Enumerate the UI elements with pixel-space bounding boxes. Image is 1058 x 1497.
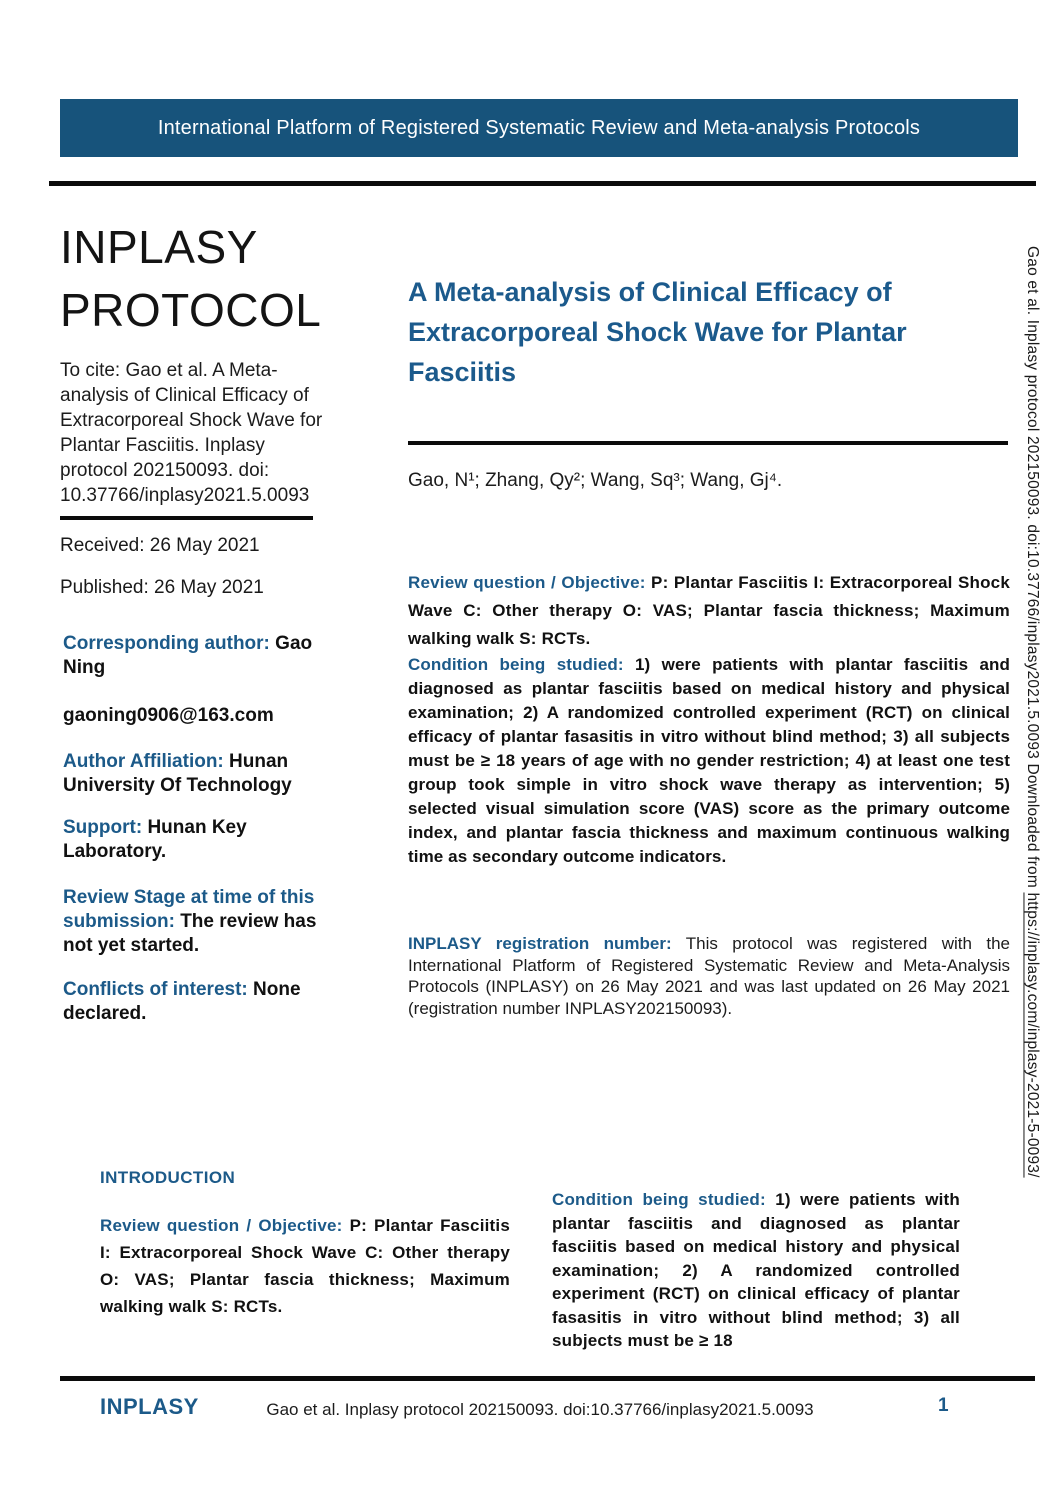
author-email-field	[60, 704, 336, 728]
review-question-paragraph	[408, 569, 1010, 653]
corresponding-author-value: Gao Ning	[63, 633, 313, 678]
review-stage-field	[60, 886, 336, 958]
author-affiliation-value: Hunan University Of Technology	[63, 751, 292, 796]
received-date: Received: 26 May 2021	[60, 535, 260, 556]
support-value: Hunan Key Laboratory.	[63, 817, 247, 862]
footer-citation: Gao et al. Inplasy protocol 202150093. doi:10.37766/inplasy2021.5.0093	[266, 1400, 814, 1419]
side-note-text: Gao et al. Inplasy protocol 202150093. doi:10.37766/inplasy2021.5.0093 Downloaded from	[1024, 246, 1041, 893]
registration-paragraph	[408, 933, 1010, 1019]
conflicts-value: None declared.	[63, 979, 301, 1024]
published-date: Published: 26 May 2021	[60, 577, 264, 598]
conflicts-field	[60, 978, 336, 1026]
introduction-heading: INTRODUCTION	[100, 1168, 236, 1187]
masthead-line1: INPLASY	[60, 221, 258, 273]
article-title: A Meta-analysis of Clinical Efficacy of Extracorporeal Shock Wave for Plantar Fasciitis	[408, 277, 907, 387]
review-question-label: Review question / Objective:	[408, 573, 646, 592]
footer-divider	[60, 1376, 1035, 1381]
citation-note: To cite: Gao et al. A Meta-analysis of Clinical Efficacy of Extracorporeal Shock Wave for Plantar Fasciitis. Inplasy protocol 202150093. doi: 10.37766/inplasy2021.5.0093	[60, 360, 323, 506]
registration-text: This protocol was registered with the International Platform of Registered Systematic Review and Meta-Analysis Protocols (INPLASY) on 26 May 2021 and was last updated on 26 May 2021 (registration number INPLASY202150093).	[408, 934, 1010, 1018]
corresponding-author-field	[60, 632, 336, 680]
side-download-note	[1023, 246, 1041, 1386]
introduction-right-column	[552, 1188, 960, 1353]
condition-paragraph	[408, 653, 1010, 869]
review-question-text: P: Plantar Fasciitis I: Extracorporeal Shock Wave C: Other therapy O: VAS; Plantar fascia thickness; Maximum walking walk S: RCTs.	[408, 573, 1010, 648]
intro-condition-text: 1) were patients with plantar fasciitis and diagnosed as plantar fasciitis based on medical history and physical examination; 2) A randomized controlled experiment (RCT) on clinical efficacy of plantar fasasitis in vitro without blind method; 3) all subjects must be ≥ 18	[552, 1190, 960, 1350]
sidebar-divider	[60, 516, 313, 520]
condition-label: Condition being studied:	[408, 655, 624, 674]
author-list: Gao, N¹; Zhang, Qy²; Wang, Sq³; Wang, Gj⁴.	[408, 470, 783, 491]
masthead-title	[60, 216, 336, 342]
condition-text: 1) were patients with plantar fasciitis and diagnosed as plantar fasciitis based on medical history and physical examination; 2) A randomized controlled experiment (RCT) on clinical efficacy of plantar fasasitis in vitro without blind method; 3) all subjects must be ≥ 18 years of age with no gender restriction; 4) at least one test group took simple in vitro shock wave therapy as intervention; 5) selected visual simulation score (VAS) score as the primary outcome index, and plantar fascia thickness and maximum continuous walking time as secondary outcome indicators.	[408, 655, 1011, 866]
platform-banner-text: International Platform of Registered Systematic Review and Meta-analysis Protocols	[157, 116, 921, 139]
review-stage-label: Review Stage at time of this submission:	[63, 887, 315, 932]
support-field	[60, 816, 336, 864]
intro-review-question-text: P: Plantar Fasciitis I: Extracorporeal Shock Wave C: Other therapy O: VAS; Plantar fascia thickness; Maximum walking walk S: RCTs.	[100, 1216, 510, 1316]
registration-label: INPLASY registration number:	[408, 934, 672, 953]
intro-condition-label: Condition being studied:	[552, 1190, 766, 1209]
intro-review-question-label: Review question / Objective:	[100, 1216, 343, 1235]
side-note-link[interactable]: https://inplasy.com/inplasy-2021-5-0093/	[1024, 892, 1041, 1178]
page-number: 1	[938, 1395, 949, 1416]
title-divider	[408, 441, 1008, 445]
left-sidebar	[60, 216, 336, 1026]
author-affiliation-field	[60, 750, 336, 798]
top-divider	[49, 181, 1036, 186]
conflicts-label: Conflicts of interest:	[63, 979, 248, 1000]
article-main	[408, 272, 1010, 1019]
author-affiliation-label: Author Affiliation:	[63, 751, 224, 772]
author-email-value: gaoning0906@163.com	[63, 705, 274, 726]
masthead-line2: PROTOCOL	[60, 284, 322, 336]
review-stage-value: The review has not yet started.	[63, 911, 317, 956]
footer-brand: INPLASY	[100, 1394, 199, 1419]
platform-banner	[60, 99, 1018, 157]
introduction-left-column	[100, 1212, 510, 1320]
support-label: Support:	[63, 817, 143, 838]
corresponding-author-label: Corresponding author:	[63, 633, 270, 654]
